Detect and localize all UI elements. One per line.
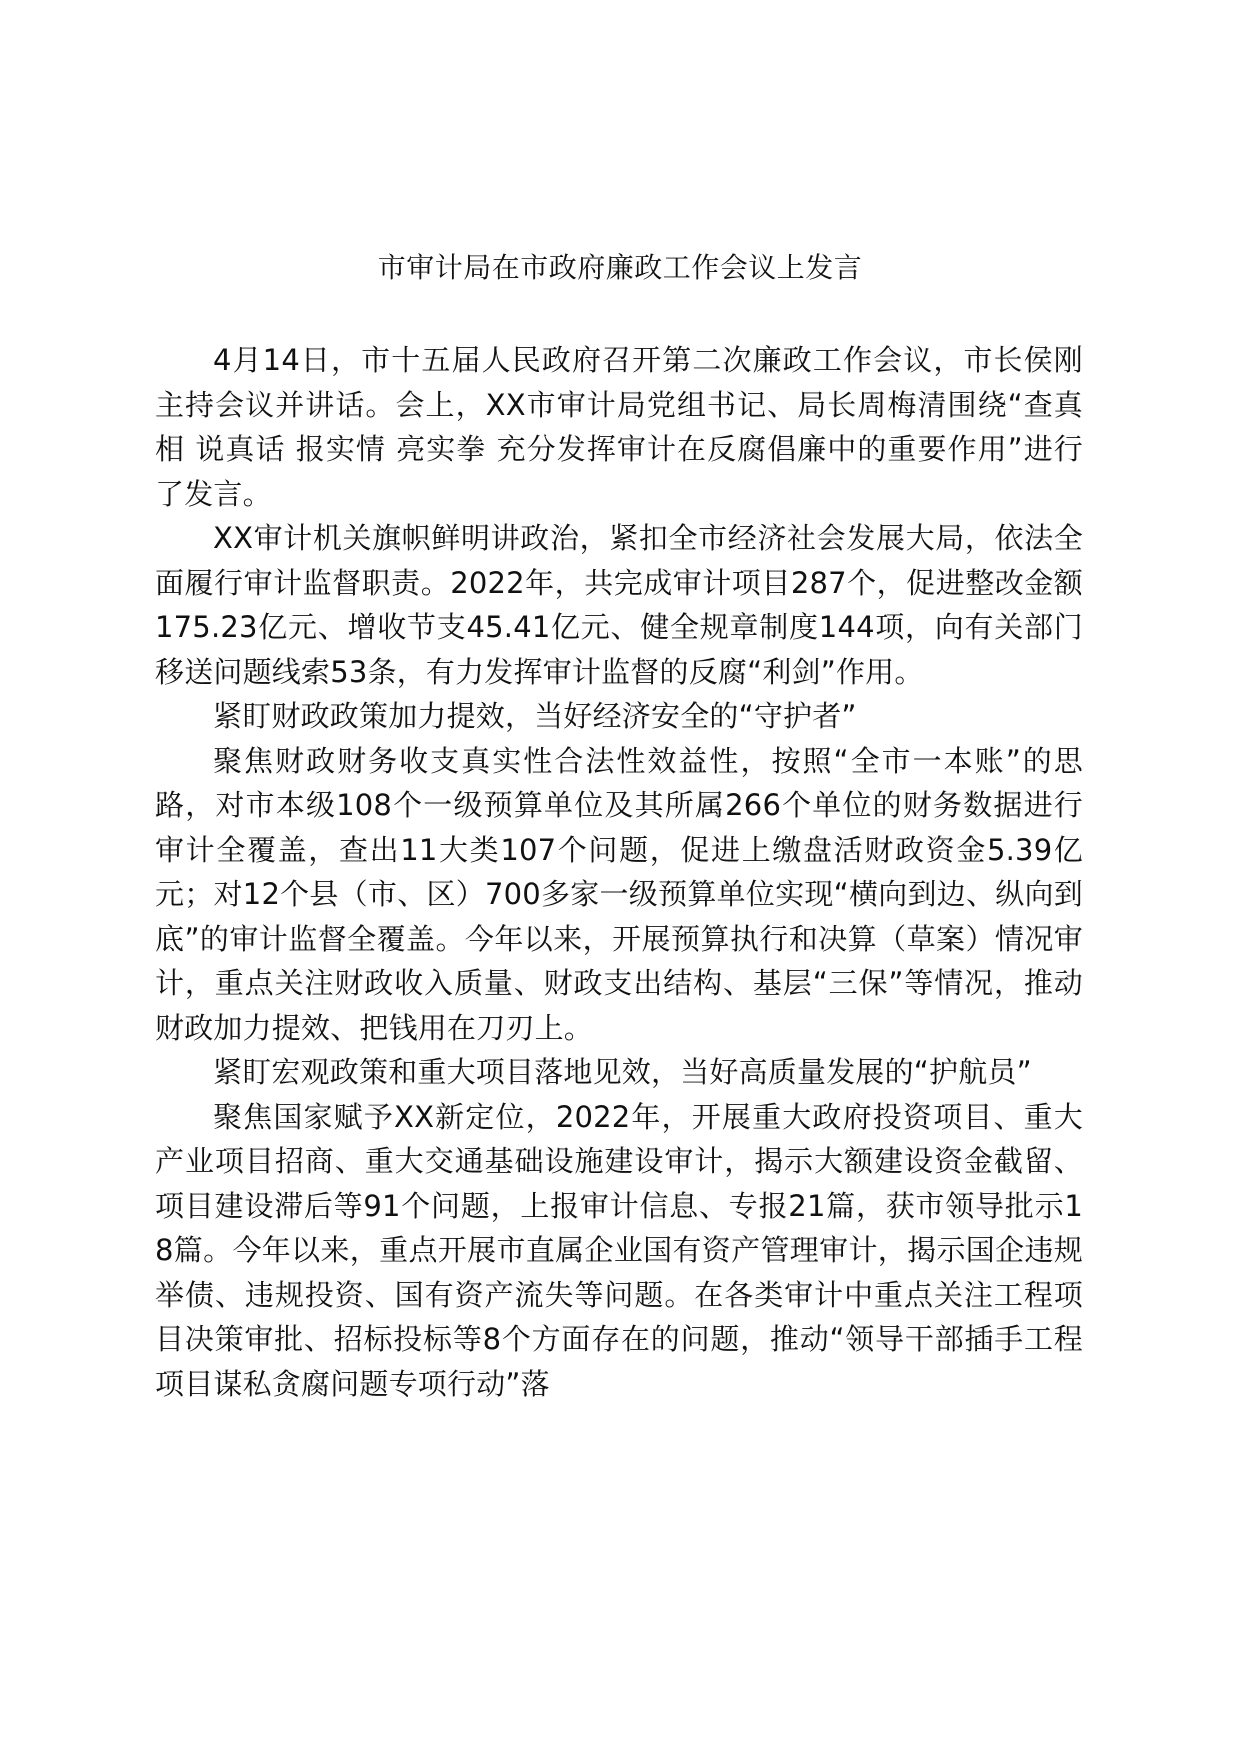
document-title: 市审计局在市政府廉政工作会议上发言	[377, 251, 863, 284]
paragraph-meeting-intro: 4月14日，市十五届人民政府召开第二次廉政工作会议，市长侯刚主持会议并讲话。会上，XX市审计局党组书记、局长周梅清围绕“查真相 说真话 报实情 亮实拳 充分发挥审计在反腐倡廉中的重要作用”进行了发言。	[155, 343, 1083, 511]
document-body	[155, 338, 1083, 1406]
paragraph-major-projects-audit: 聚焦国家赋予XX新定位，2022年，开展重大政府投资项目、重大产业项目招商、重大交通基础设施建设审计，揭示大额建设资金截留、项目建设滞后等91个问题，上报审计信息、专报21篇，获市领导批示18篇。今年以来，重点开展市直属企业国有资产管理审计，揭示国企违规举债、违规投资、国有资产流失等问题。在各类审计中重点关注工程项目决策审批、招标投标等8个方面存在的问题，推动“领导干部插手工程项目谋私贪腐问题专项行动”落	[155, 1099, 1083, 1401]
paragraph-fiscal-audit: 聚焦财政财务收支真实性合法性效益性，按照“全市一本账”的思路，对市本级108个一级预算单位及其所属266个单位的财务数据进行审计全覆盖，查出11大类107个问题，促进上缴盘活财政资金5.39亿元；对12个县（市、区）700多家一级预算单位实现“横向到边、纵向到底”的审计监督全覆盖。今年以来，开展预算执行和决算（草案）情况审计，重点关注财政收入质量、财政支出结构、基层“三保”等情况，推动财政加力提效、把钱用在刀刃上。	[155, 743, 1083, 1045]
paragraph-audit-summary: XX审计机关旗帜鲜明讲政治，紧扣全市经济社会发展大局，依法全面履行审计监督职责。2022年，共完成审计项目287个，促进整改金额175.23亿元、增收节支45.41亿元、健全规章制度144项，向有关部门移送问题线索53条，有力发挥审计监督的反腐“利剑”作用。	[155, 521, 1083, 689]
section-heading-fiscal-policy: 紧盯财政政策加力提效，当好经济安全的“守护者”	[213, 699, 857, 733]
section-heading-major-projects: 紧盯宏观政策和重大项目落地见效，当好高质量发展的“护航员”	[213, 1055, 1032, 1089]
